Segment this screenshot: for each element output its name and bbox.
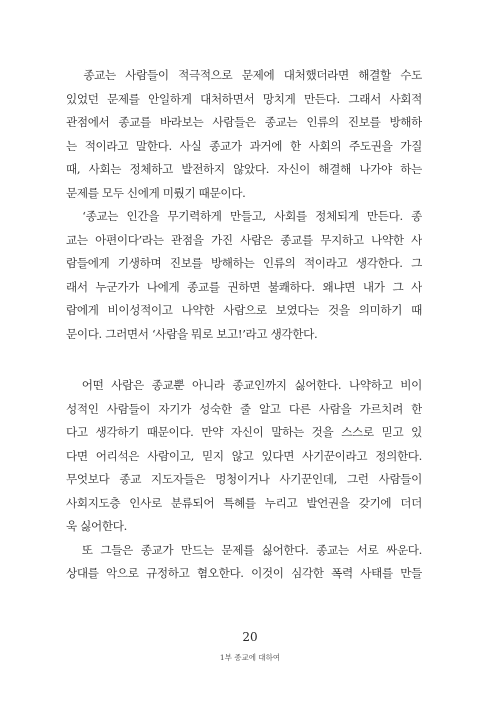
text-line: 사회지도층 인사로 분류되어 특혜를 누리고 발언권을 갖기에 더더 xyxy=(66,495,422,510)
text-line: 어떤 사람은 종교뿐 아니라 종교인까지 싫어한다. 나약하고 비이 xyxy=(66,378,422,392)
text-line: 무엇보다 종교 지도자들은 멍청이거나 사기꾼인데, 그런 사람들이 xyxy=(66,472,422,486)
body-text-section-2 xyxy=(66,374,422,586)
text-line: ‘종교는 인간을 무기력하게 만들고, 사회를 정체되게 만든다. 종 xyxy=(66,209,422,223)
text-line: 다고 생각하기 때문이다. 만약 자신이 말하는 것을 스스로 믿고 있 xyxy=(66,425,422,439)
body-text-section-1 xyxy=(66,64,422,346)
text-line: 성적인 사람들이 자기가 성숙한 줄 알고 다른 사람을 가르치려 한 xyxy=(66,401,422,416)
text-line: 래서 누군가가 나에게 종교를 권하면 불쾌하다. 왜냐면 내가 그 사 xyxy=(66,279,422,294)
text-line: 문제를 모두 신에게 미뤘기 때문이다. xyxy=(66,185,246,200)
text-line: 는 적이라고 말한다. 사실 종교가 과거에 한 사회의 주도권을 가질 xyxy=(66,138,422,153)
text-line: 관점에서 종교를 바라보는 사람들은 종교는 인류의 진보를 방해하 xyxy=(66,115,422,129)
text-line: 있었던 문제를 안일하게 대처하면서 망치게 만든다. 그래서 사회적 xyxy=(66,91,422,106)
text-line: 상대를 악으로 규정하고 혐오한다. 이것이 심각한 폭력 사태를 만들 xyxy=(66,566,422,580)
text-line: 다면 어리석은 사람이고, 믿지 않고 있다면 사기꾼이라고 정의한다. xyxy=(66,448,422,463)
text-line: 종교는 사람들이 적극적으로 문제에 대처했더라면 해결할 수도 xyxy=(66,68,422,82)
text-line: 람에게 비이성적이고 나약한 사람으로 보였다는 것을 의미하기 때 xyxy=(66,303,422,317)
text-line: 교는 아편이다’라는 관점을 가진 사람은 종교를 무지하고 나약한 사 xyxy=(66,232,422,247)
text-line: 또 그들은 종교가 만드는 문제를 싫어한다. 종교는 서로 싸운다. xyxy=(66,542,422,557)
text-line: 람들에게 기생하며 진보를 방해하는 인류의 적이라고 생각한다. 그 xyxy=(66,256,422,270)
running-footer-title: 1부 종교에 대하여 xyxy=(219,653,281,662)
text-line: 욱 싫어한다. xyxy=(66,519,127,533)
text-line: 때, 사회는 정체하고 발전하지 않았다. 자신이 해결해 나가야 하는 xyxy=(66,162,422,176)
page-number: 20 xyxy=(242,630,258,644)
text-line: 문이다. 그러면서 ‘사람을 뭐로 보고!’라고 생각한다. xyxy=(66,326,318,341)
